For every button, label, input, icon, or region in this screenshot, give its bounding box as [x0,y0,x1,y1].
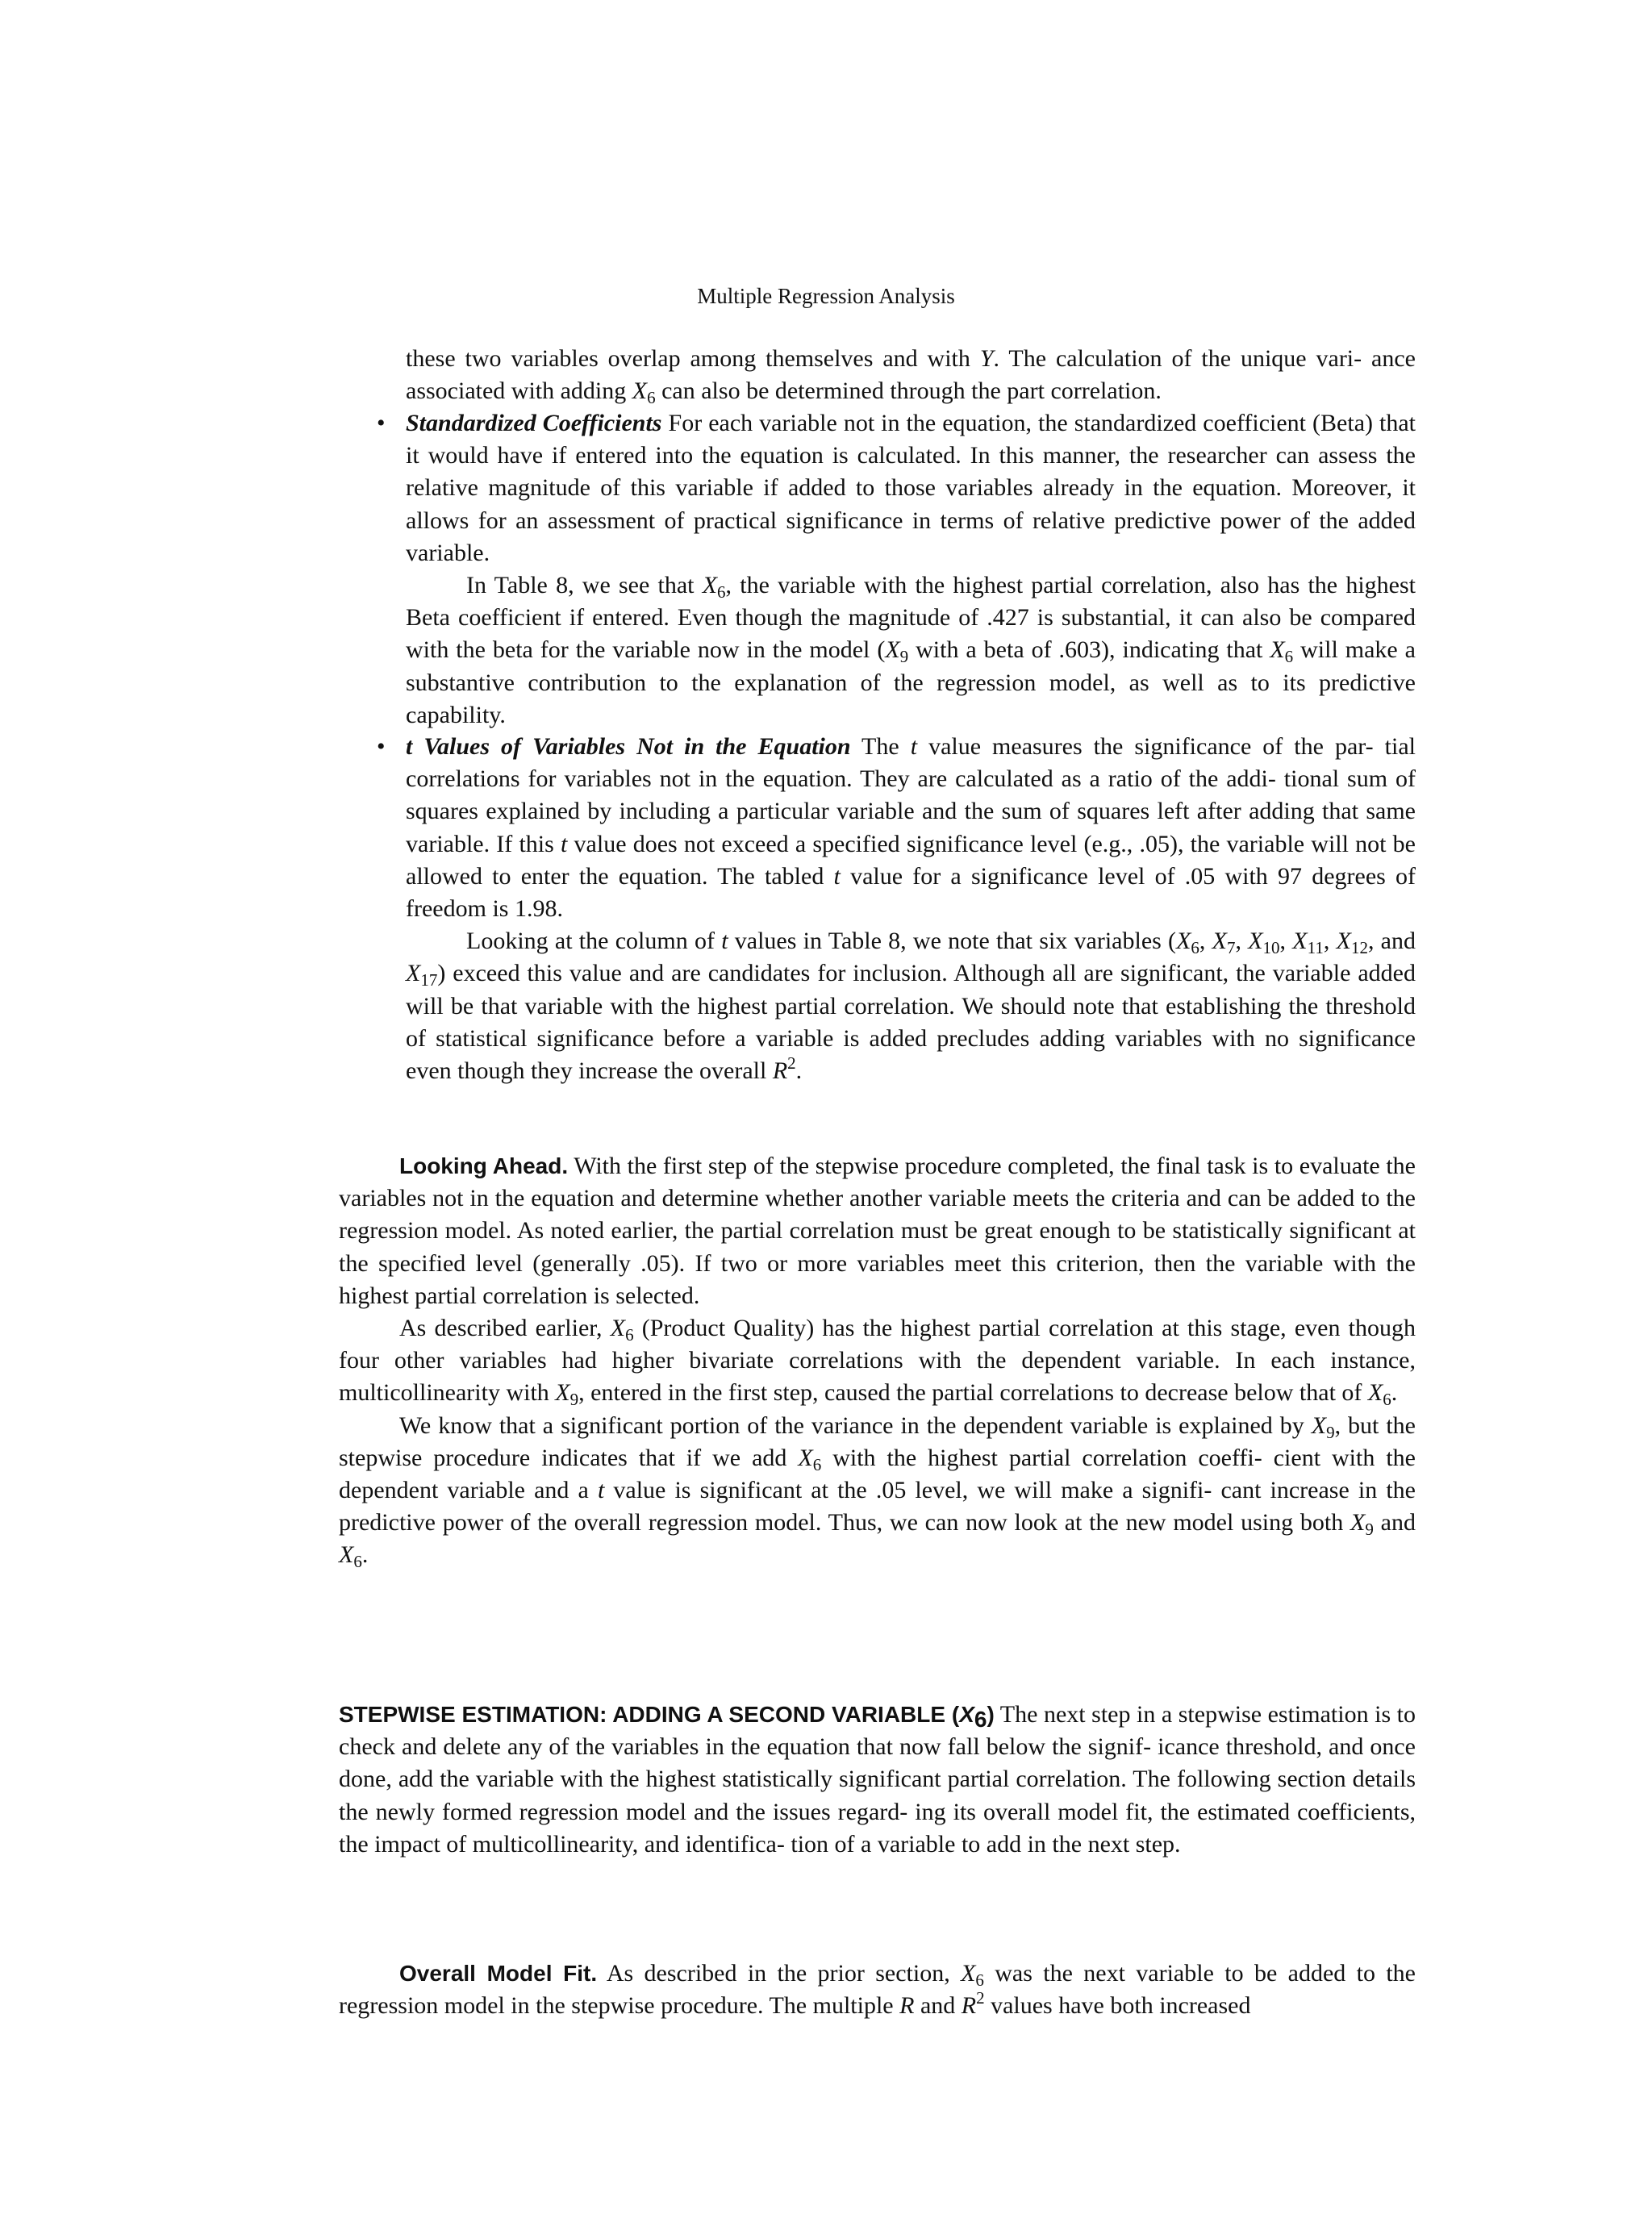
var-sub: 6 [974,1707,987,1732]
var-x: X [555,1379,570,1407]
var-x: X [1248,928,1263,955]
var-t: t [910,733,918,760]
text: will make a substantive contribution to the explanation of the regression model, as well as to its predictive capability. [406,636,1416,728]
var-x: X [1350,1509,1366,1537]
bullet-t-values [377,731,1416,1087]
looking-ahead-section [339,1150,1416,1572]
var-sub: 6 [647,388,656,408]
section-heading: Overall Model Fit. [399,1961,598,1986]
var-x: X [1367,1379,1383,1407]
var-sup: 2 [976,1988,985,2008]
stepwise-section [339,1699,1416,1861]
var-x: X [1212,928,1227,955]
text: We know that a significant portion of the variance in the dependent variable is explained by [399,1411,1312,1439]
var-sub: 6 [1284,647,1294,667]
text: (Product Quality) has the highest partial correlation at this stage, even though four other variables had higher bivariate correlations with the dependent variable. In each instance, multicollinearity with [339,1315,1416,1407]
text: value is significant at the .05 level, we will make a signifi- cant increase in the predictive power of the overall regression model. Thus, we can now look at the new model using both [339,1477,1416,1537]
section-heading: STEPWISE ESTIMATION: ADDING A SECOND VARIABLE ( [339,1702,960,1727]
var-t: t [721,928,728,955]
var-x: X [610,1315,626,1342]
text: , and [1367,928,1416,955]
text: value for a significance level of .05 with 97 degrees of freedom is 1.98. [406,862,1416,923]
text: . [1391,1379,1398,1407]
text: The [850,733,911,760]
var-sub: 6 [975,1970,984,1990]
bullet-heading: Standardized Coefficients [406,410,662,436]
text: with the highest partial correlation coeffi- cient with the dependent variable and a [339,1444,1416,1504]
var-x: X [1336,928,1351,955]
text: was the next variable to be added to the regression model in the stepwise procedure. The multiple [339,1960,1416,2020]
var-y: Y [979,345,994,372]
var-x: X [339,1541,354,1569]
var-sub: 17 [420,970,438,990]
text: . [361,1541,369,1569]
var-r: R [899,1992,915,2020]
var-sub: 6 [812,1454,822,1474]
text: values have both increased [984,1992,1251,2020]
intro-paragraph [406,343,1416,407]
var-sub: 9 [569,1390,579,1410]
bullet-dot: • [377,410,386,436]
var-t: t [561,830,568,857]
var-x: X [959,1702,974,1727]
var-sub: 10 [1262,938,1280,958]
var-x: X [798,1444,813,1471]
text: these two variables overlap among themselves and with [406,345,980,372]
var-x: X [406,960,421,987]
var-sub: 9 [1326,1422,1335,1442]
text: . The calculation of the unique vari- ance associated with adding [406,345,1416,405]
var-sub: 6 [1383,1390,1391,1410]
var-sub: 9 [1365,1520,1374,1540]
text: , the variable with the highest partial correlation, also has the highest Beta coefficient if entered. Even though the magnitude of .427 is substantial, it can also be compared with the beta for the variable now in the model ( [406,572,1416,664]
var-r: R [772,1057,788,1085]
var-sub: 9 [899,647,909,667]
var-x: X [1292,928,1308,955]
text: value measures the significance of the par- tial correlations for variables not in the equation. They are calculated as a ratio of the addi- tional sum of squares explained by including a particular variable and the sum of squares left after adding that same variable. If this [406,733,1416,857]
var-sub: 12 [1350,938,1368,958]
var-x: X [961,1960,976,1987]
text: , [1235,928,1249,955]
var-x: X [1311,1411,1327,1439]
var-x: X [632,377,648,405]
text: , entered in the first step, caused the partial correlations to decrease below that of [578,1379,1368,1407]
bullet-heading: t Values of Variables Not in the Equation [406,733,851,760]
var-sub: 6 [353,1552,362,1572]
text: can also be determined through the part correlation. [655,377,1162,405]
var-sub: 6 [1191,938,1199,958]
section-heading: Looking Ahead. [399,1153,569,1178]
text: The next step in a stepwise estimation is to check and delete any of the variables in the equation that now fall below the signif- icance threshold, and once done, add the variable with the highest statistically significant partial correlation. The following section details the newly formed regression model and the issues regard- ing its overall model fit, the estimated coefficients, the impact of multicollinearity, and identifica- tion of a variable to add in the next step. [339,1701,1416,1858]
text: , [1323,928,1337,955]
var-x: X [885,636,900,664]
var-r: R [961,1992,977,2020]
var-sub: 6 [625,1325,634,1345]
overall-fit-section [339,1958,1416,2022]
var-x: X [702,572,718,599]
section-heading: ) [987,1702,995,1727]
text: , but the stepwise procedure indicates that if we add [339,1411,1416,1471]
bullet-standardized-coefficients [377,407,1416,732]
var-t: t [597,1477,605,1504]
text: As described in the prior section, [597,1960,962,1987]
text: ) exceed this value and are candidates for inclusion. Although all are significant, the variable added will be that variable with the highest partial correlation. We should note that establishing the threshold of statistical significance before a variable is added precludes adding variables with no significance even though they increase the overall [406,960,1416,1085]
var-sub: 7 [1226,938,1236,958]
var-x: X [1270,636,1285,664]
running-header: Multiple Regression Analysis [697,284,955,308]
var-x: X [1176,928,1191,955]
bullet-dot: • [377,733,386,760]
text: , [1279,928,1293,955]
text: value does not exceed a specified significance level (e.g., .05), the variable will not be allowed to enter the equation. The tabled [406,830,1416,890]
text: and [914,1992,962,2020]
text: and [1373,1509,1416,1537]
text: values in Table 8, we note that six variables ( [728,928,1177,955]
text: with a beta of .603), indicating that [908,636,1270,664]
text: Looking at the column of [466,928,722,955]
text: With the first step of the stepwise procedure completed, the final task is to evaluate the variables not in the equation and determine whether another variable meets the criteria and can be added to the regression model. As noted earlier, the partial correlation must be great enough to be statistically significant at the specified level (generally .05). If two or more variables meet this criterion, then the variable with the highest partial correlation is selected. [339,1153,1416,1309]
text: . [795,1057,803,1085]
text: As described earlier, [399,1315,611,1342]
var-sub: 6 [717,582,726,603]
text: In Table 8, we see that [466,572,703,599]
var-sup: 2 [787,1053,796,1074]
text: , [1199,928,1212,955]
var-t: t [833,862,841,890]
text: For each variable not in the equation, the standardized coefficient (Beta) that it would have if entered into the equation is calculated. In this manner, the researcher can assess the relative magnitude of this variable if added to those variables already in the equation. Moreover, it allows for an assessment of practical significance in terms of relative predictive power of the added variable. [406,410,1416,566]
var-sub: 11 [1307,938,1324,958]
